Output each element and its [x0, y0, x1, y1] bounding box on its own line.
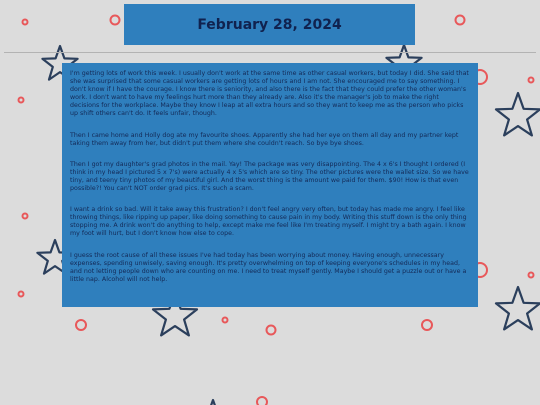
circle-outline-icon — [19, 292, 24, 297]
entry-paragraph: Then I came home and Holly dog ate my favourite shoes. Apparently she had her eye on them all day and my partner kept taking them away from her, but didn't put them where she couldn't reach. So bye bye shoes. — [70, 131, 459, 147]
circle-outline-icon — [529, 273, 534, 278]
star-outline-icon — [496, 93, 540, 135]
circle-outline-icon — [257, 397, 267, 405]
page-title: February 28, 2024 — [197, 16, 342, 33]
circle-outline-icon — [223, 318, 228, 323]
circle-outline-icon — [23, 20, 28, 25]
star-outline-icon — [496, 287, 540, 329]
circle-outline-icon — [267, 326, 276, 335]
entry-paragraph: I'm getting lots of work this week. I usually don't work at the same time as other casual workers, but today I did. She said that she was surprised that some casual workers are getting lots of hours and I am not. She encouraged me to say something. I don't know if I have the courage. I know there is seniority, and also there is the fact that they could prefer the other woman's work. I don't want to have my feelings hurt more than they already are. Also it's the manager's job to make the right decisions for the workplace. Maybe they know I leap at all extra hours and so they want to keep me as the person who picks up shift others can't do. It feels unfair, though. — [70, 70, 469, 118]
date-header — [124, 4, 415, 45]
circle-outline-icon — [23, 214, 28, 219]
circle-outline-icon — [111, 16, 120, 25]
divider-line — [4, 52, 536, 53]
entry-paragraph: I guess the root cause of all these issues I've had today has been worrying about money. Having enough, unnecessary expenses, spending unwisely, saving enough. It's pretty overwhelming on top of keeping everyone's schedules in my head, and not letting people down who are counting on me. I need to treat myself gently. Maybe I should get a puzzle out or have a little nap. Alcohol will not help. — [70, 251, 467, 283]
circle-outline-icon — [19, 98, 24, 103]
circle-outline-icon — [456, 16, 465, 25]
circle-outline-icon — [76, 320, 86, 330]
circle-outline-icon — [529, 78, 534, 83]
entry-paragraph: I want a drink so bad. Will it take away this frustration? I don't feel angry very often, but today has made me angry. I feel like throwing things, like ripping up paper, like doing something to cause pain in my body. Writing this stuff down is the only thing stopping me. A drink won't do anything to help, except make me feel like I'm treating myself. I might try a bath again. I know my foot will hurt, but I don't know how else to cope. — [70, 206, 467, 238]
journal-entry-panel — [62, 63, 478, 307]
star-outline-icon — [195, 400, 230, 405]
circle-outline-icon — [422, 320, 432, 330]
entry-paragraph: Then I got my daughter's grad photos in the mail. Yay! The package was very disappointing. The 4 x 6's I thought I ordered (I think in my head I pictured 5 x 7's) were actually 4 x 5's which are so tiny. The other pictures were the wallet size. So we have tiny, and teeny tiny photos of my beautiful girl. And the worst thing is the amount we paid for them. $90! How is that even possible?! You can't NOT order grad pics. It's such a scam. — [70, 160, 469, 193]
